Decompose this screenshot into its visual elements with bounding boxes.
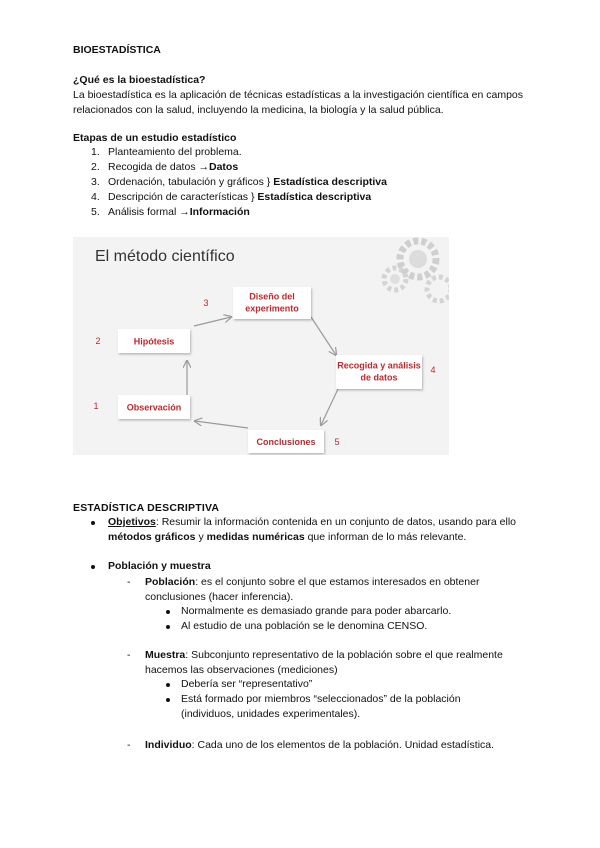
step-number: 5 — [334, 437, 340, 447]
stage-item: 3. Ordenación, tabulación y gráficos } Estadística descriptiva — [91, 176, 387, 188]
svg-text:Observación: Observación — [126, 402, 182, 413]
stages-heading: Etapas de un estudio estadístico — [73, 132, 237, 144]
muestra-bullet: Debería ser “representativo” — [181, 678, 313, 690]
stage-item: 5. Análisis formal →Información — [91, 206, 250, 218]
objectives-paragraph: Objetivos: Resumir la información contenida en un conjunto de datos, usando para ello métodos gráficos y medidas numéricas que informan de lo más relevante. — [108, 516, 517, 543]
step-label-line: Recogida y análisis — [337, 360, 421, 371]
poblacion-paragraph: Población: es el conjunto sobre el que estamos interesados en obtener conclusiones (hacer inferencia). — [145, 576, 480, 603]
bullet-dot — [166, 610, 170, 614]
step-label-line: Diseño del — [249, 291, 295, 302]
individuo-paragraph: Individuo: Cada uno de los elementos de la población. Unidad estadística. — [145, 739, 495, 751]
document-title: BIOESTADÍSTICA — [73, 44, 161, 56]
stage-item: 1. Planteamiento del problema. — [91, 146, 242, 158]
poblacion-bullet: Al estudio de una población se le denomina CENSO. — [181, 620, 428, 632]
poblacion-muestra-heading: Población y muestra — [108, 560, 211, 572]
dash-marker: - — [127, 739, 131, 751]
section-title: ESTADÍSTICA DESCRIPTIVA — [73, 502, 220, 514]
svg-text:Conclusiones: Conclusiones — [256, 437, 316, 447]
stage-item: 4. Descripción de características } Estadística descriptiva — [91, 191, 372, 203]
dash-marker: - — [127, 576, 131, 588]
dash-marker: - — [127, 649, 131, 661]
stage-item: 2. Recogida de datos →Datos — [91, 161, 239, 173]
question-heading: ¿Qué es la bioestadística? — [73, 74, 206, 86]
definition-paragraph: La bioestadística es la aplicación de técnicas estadísticas a la investigación científica en campos relacionados con la salud, incluyendo la medicina, la biología y la salud pública. — [73, 89, 524, 116]
svg-text:Hipótesis: Hipótesis — [133, 336, 175, 347]
bullet-dot — [91, 565, 95, 569]
stages-list — [73, 145, 513, 220]
scientific-method-diagram — [73, 237, 449, 455]
bullet-dot — [166, 683, 170, 687]
step-label-line: experimento — [245, 303, 299, 314]
poblacion-bullet: Normalmente es demasiado grande para poder abarcarlo. — [181, 605, 452, 617]
step-number: 3 — [203, 298, 209, 308]
figure-title: El método científico — [95, 248, 235, 265]
muestra-bullet: Está formado por miembros “seleccionados” de la población (individuos, unidades experimentales). — [181, 693, 461, 720]
scientific-method-figure — [73, 237, 449, 455]
bullet-dot — [166, 625, 170, 629]
step-recogida — [336, 355, 436, 389]
step-number: 1 — [93, 401, 99, 411]
bullet-dot — [166, 698, 170, 702]
muestra-paragraph: Muestra: Subconjunto representativo de la población sobre el que realmente hacemos las observaciones (mediciones) — [145, 649, 503, 676]
step-label-line: de datos — [360, 372, 398, 383]
bullet-dot — [91, 521, 95, 525]
step-number: 4 — [430, 365, 436, 375]
step-number: 2 — [95, 336, 101, 346]
